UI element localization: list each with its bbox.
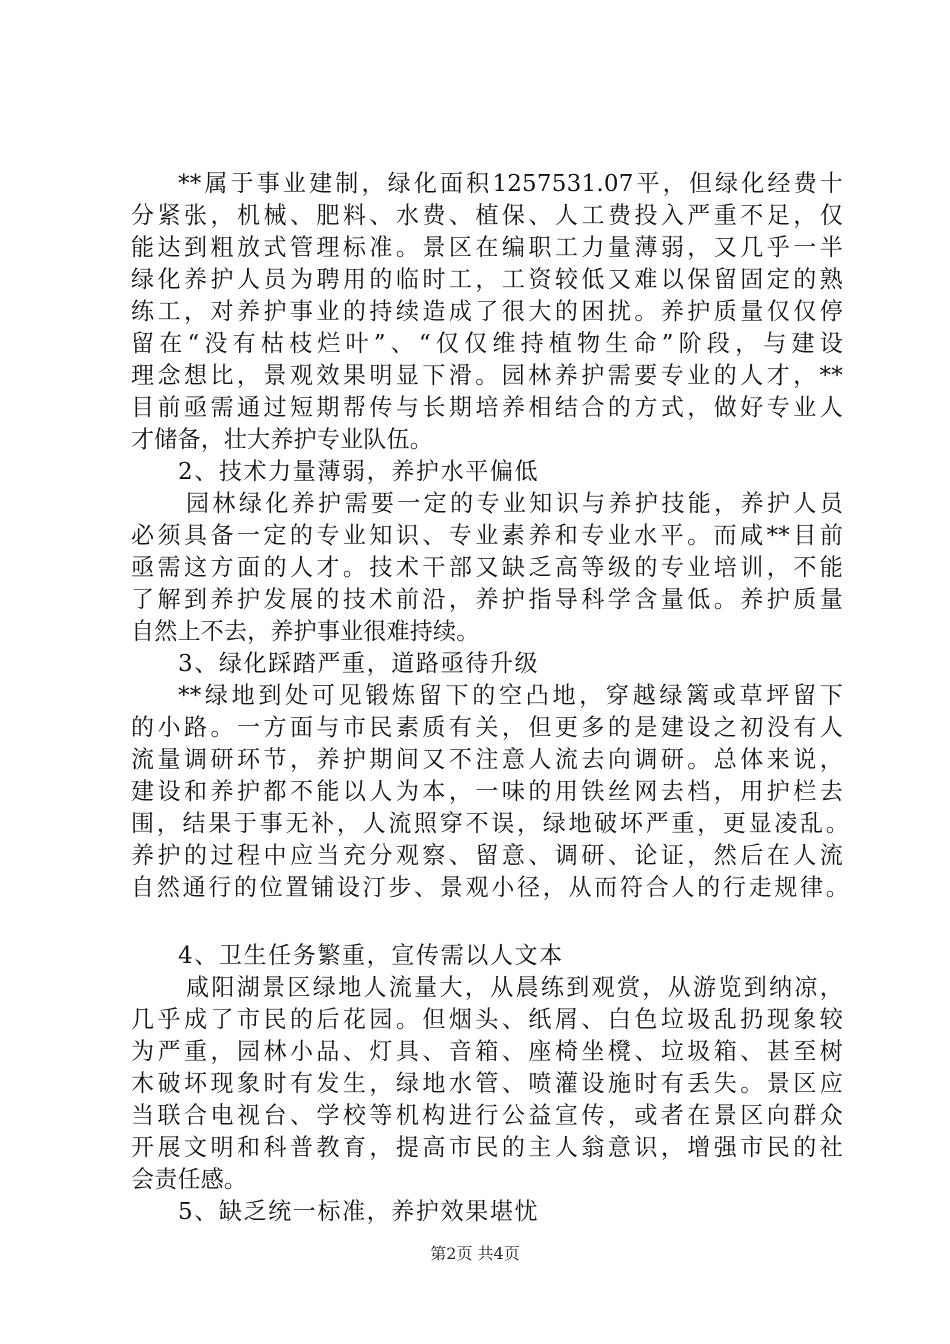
paragraph-line: 几乎成了市民的后花园。但烟头、纸屑、白色垃圾乱扔现象较 [131,1007,843,1033]
paragraph-line: **属于事业建制，绿化面积1257531.07平，但绿化经费十 [178,171,843,197]
paragraph-line: 咸阳湖景区绿地人流量大，从晨练到观赏，从游览到纳凉， [186,975,843,1001]
paragraph-line: 木破坏现象时有发生，绿地水管、喷灌设施时有丢失。景区应 [131,1071,843,1097]
paragraph-line: 的小路。一方面与市民素质有关，但更多的是建设之初没有人 [131,715,843,741]
section-heading: 3、绿化踩踏严重，道路亟待升级 [178,651,540,677]
section-heading: 4、卫生任务繁重，宣传需以人文本 [178,943,564,969]
paragraph-line: 会责任感。 [131,1167,248,1193]
paragraph-line: 分紧张，机械、肥料、水费、植保、人工费投入严重不足，仅 [131,203,843,229]
paragraph-line: 自然通行的位置铺设汀步、景观小径，从而符合人的行走规律。 [131,875,849,901]
section-heading: 5、缺乏统一标准，养护效果堪忧 [178,1199,540,1225]
paragraph-line: 能达到粗放式管理标准。景区在编职工力量薄弱，又几乎一半 [131,235,843,261]
paragraph-line: 练工，对养护事业的持续造成了很大的困扰。养护质量仅仅停 [131,299,843,325]
paragraph-line: 必须具备一定的专业知识、专业素养和专业水平。而咸**目前 [131,523,843,549]
paragraph-line: 自然上不去，养护事业很难持续。 [131,619,480,645]
paragraph-line: 养护的过程中应当充分观察、留意、调研、论证，然后在人流 [131,843,843,869]
section-heading: 2、技术力量薄弱，养护水平偏低 [178,459,540,485]
paragraph-line: 园林绿化养护需要一定的专业知识与养护技能，养护人员 [186,491,843,517]
paragraph-line: 绿化养护人员为聘用的临时工，工资较低又难以保留固定的熟 [131,267,843,293]
paragraph-line: 目前亟需通过短期帮传与长期培养相结合的方式，做好专业人 [131,395,843,421]
paragraph-line: 理念想比，景观效果明显下滑。园林养护需要专业的人才，** [131,363,843,389]
paragraph-line: 开展文明和科普教育，提高市民的主人翁意识，增强市民的社 [131,1135,843,1161]
paragraph-line: 亟需这方面的人才。技术干部又缺乏高等级的专业培训，不能 [131,555,843,581]
paragraph-line: 建设和养护都不能以人为本，一味的用铁丝网去档，用护栏去 [131,779,843,805]
paragraph-line: 围，结果于事无补，人流照穿不误，绿地破坏严重，更显凌乱。 [131,811,849,837]
paragraph-line: 流量调研环节，养护期间又不注意人流去向调研。总体来说， [131,747,843,773]
paragraph-line: 为严重，园林小品、灯具、音箱、座椅坐櫈、垃圾箱、甚至树 [131,1039,843,1065]
page-number-footer: 第2页 共4页 [430,1244,520,1263]
paragraph-line: 才储备，壮大养护专业队伍。 [131,427,434,453]
paragraph-line: 留在“没有枯枝烂叶”、“仅仅维持植物生命”阶段，与建设 [131,331,843,357]
paragraph-line: 当联合电视台、学校等机构进行公益宣传，或者在景区向群众 [131,1103,843,1129]
paragraph-line: 了解到养护发展的技术前沿，养护指导科学含量低。养护质量 [131,587,843,613]
paragraph-line: **绿地到处可见锻炼留下的空凸地，穿越绿篱或草坪留下 [178,683,843,709]
